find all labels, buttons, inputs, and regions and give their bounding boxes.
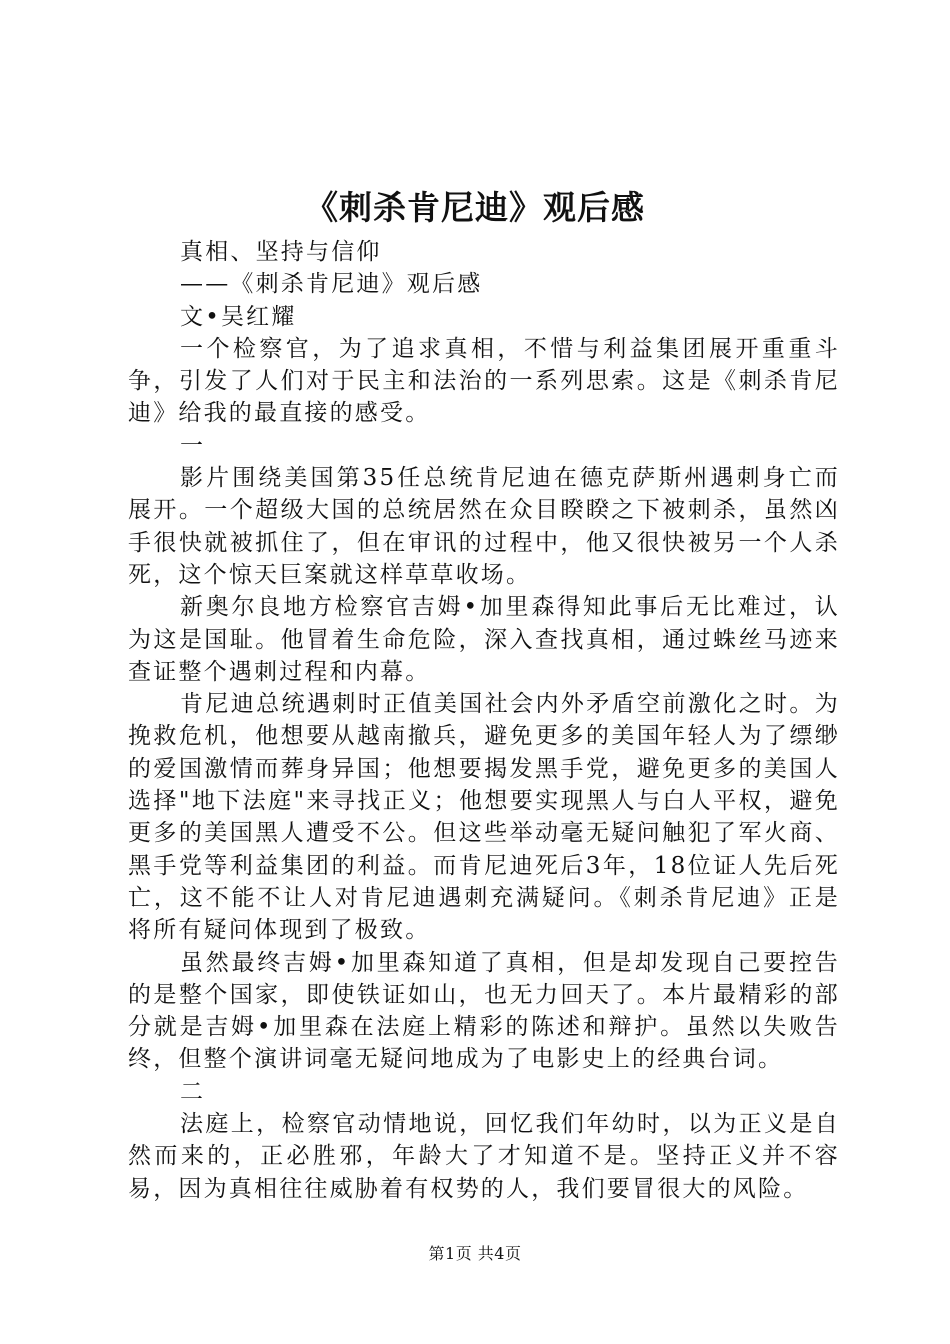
body-paragraph: 一个检察官，为了追求真相，不惜与利益集团展开重重斗争，引发了人们对于民主和法治的一系列思索。这是《刺杀肯尼迪》给我的最直接的感受。 bbox=[128, 335, 840, 427]
subtitle-line: ——《刺杀肯尼迪》观后感 bbox=[180, 271, 483, 298]
body-paragraph: 肯尼迪总统遇刺时正值美国社会内外矛盾空前激化之时。为挽救危机，他想要从越南撤兵，避免更多的美国年轻人为了缥缈的爱国激情而葬身异国；他想要揭发黑手党，避免更多的美国人选择"地下法庭"来寻找正义；他想要实现黑人与白人平权，避免更多的美国黑人遭受不公。但这些举动毫无疑问触犯了军火商、黑手党等利益集团的利益。而肯尼迪死后3年，18位证人先后死亡，这不能不让人对肯尼迪遇刺充满疑问。《刺杀肯尼迪》正是将所有疑问体现到了极致。 bbox=[128, 691, 840, 944]
body-paragraph: 新奥尔良地方检察官吉姆•加里森得知此事后无比难过，认为这是国耻。他冒着生命危险，深入查找真相，通过蛛丝马迹来查证整个遇刺过程和内幕。 bbox=[128, 594, 840, 685]
author-line: 文•吴红耀 bbox=[180, 303, 297, 330]
document-title: 《刺杀肯尼迪》观后感 bbox=[305, 188, 645, 227]
body-paragraph: 法庭上，检察官动情地说，回忆我们年幼时，以为正义是自然而来的，正必胜邪，年龄大了才知道不是。坚持正义并不容易，因为真相往往威胁着有权势的人，我们要冒很大的风险。 bbox=[128, 1111, 840, 1202]
document-body bbox=[128, 236, 840, 1205]
body-paragraph: 虽然最终吉姆•加里森知道了真相，但是却发现自己要控告的是整个国家，即使铁证如山，也无力回天了。本片最精彩的部分就是吉姆•加里森在法庭上精彩的陈述和辩护。虽然以失败告终，但整个演讲词毫无疑问地成为了电影史上的经典台词。 bbox=[128, 949, 840, 1073]
subtitle-heading: 真相、坚持与信仰 bbox=[180, 239, 382, 265]
section-number: 一 bbox=[180, 432, 206, 459]
body-paragraph: 影片围绕美国第35任总统肯尼迪在德克萨斯州遇刺身亡而展开。一个超级大国的总统居然在众目睽睽之下被刺杀，虽然凶手很快就被抓住了，但在审讯的过程中，他又很快被另一个人杀死，这个惊天巨案就这样草草收场。 bbox=[128, 465, 840, 588]
section-number: 二 bbox=[180, 1078, 206, 1105]
page-footer: 第1页 共4页 bbox=[428, 1244, 522, 1263]
